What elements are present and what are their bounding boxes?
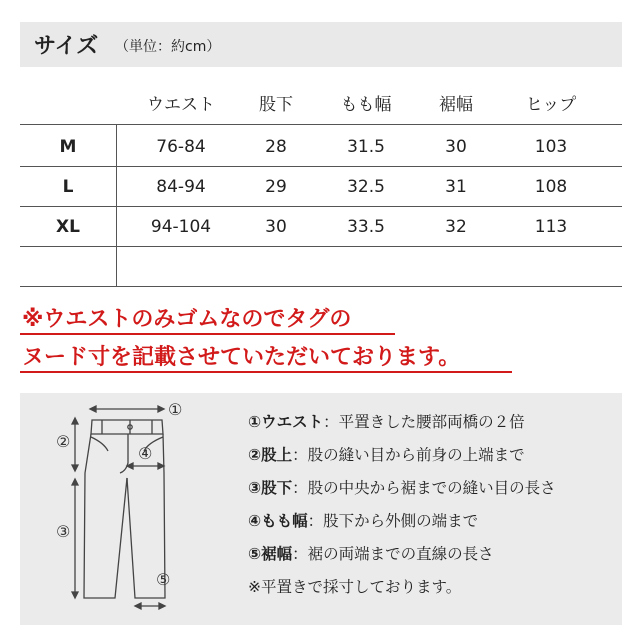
table-column-divider [116, 125, 117, 287]
column-header: もも幅 [340, 95, 392, 115]
pants-diagram [20, 393, 250, 625]
table-cell [416, 247, 496, 287]
table-cell [131, 247, 231, 287]
desc-inseam: ③股下：股の中央から裾までの縫い目の長さ [248, 479, 556, 497]
table-cell: 94-104 [150, 217, 212, 237]
note-line-2: ヌード寸を記載させていただいております。 [22, 345, 461, 370]
table-row [20, 167, 622, 207]
table-cell: 30 [445, 137, 467, 157]
desc-rise: ②股上：股の縫い目から前身の上端まで [248, 446, 525, 464]
marker-2: ② [56, 432, 71, 451]
unit-label: （単位：約cm） [115, 39, 221, 55]
table-cell: 103 [534, 137, 568, 157]
row-divider [20, 124, 622, 125]
table-row [20, 127, 622, 167]
size-label [20, 247, 116, 287]
size-label: M [59, 137, 77, 157]
note-underline-2 [20, 371, 512, 373]
desc-waist: ①ウエスト：平置きした腰部両橋の２倍 [248, 413, 525, 431]
table-cell: 33.5 [347, 217, 385, 237]
table-cell: 31.5 [347, 137, 385, 157]
note-line-1: ※ウエストのみゴムなのでタグの [22, 307, 352, 332]
table-cell: 113 [534, 217, 568, 237]
size-label: XL [56, 217, 80, 237]
table-cell: 76-84 [156, 137, 206, 157]
desc-thigh: ④もも幅：股下から外側の端まで [248, 512, 479, 530]
footnote: ※平置きで採寸しております。 [248, 578, 462, 596]
table-row-empty [20, 247, 622, 287]
table-header-row [20, 85, 622, 125]
row-divider [20, 286, 622, 287]
table-cell: 30 [265, 217, 287, 237]
size-title-bar [20, 22, 622, 67]
marker-4: ④ [138, 444, 153, 463]
table-cell: 108 [534, 177, 568, 197]
table-cell [236, 247, 316, 287]
table-cell: 32 [445, 217, 467, 237]
column-header: ウエスト [147, 95, 215, 115]
page-title: サイズ [34, 34, 99, 59]
column-header: 股下 [259, 95, 293, 115]
table-row [20, 207, 622, 247]
table-cell [496, 247, 606, 287]
column-header: 裾幅 [439, 95, 473, 115]
table-cell: 84-94 [156, 177, 206, 197]
table-cell: 29 [265, 177, 287, 197]
note-underline-1 [20, 333, 395, 335]
marker-5: ⑤ [156, 570, 171, 589]
marker-1: ① [168, 400, 183, 419]
table-cell [316, 247, 416, 287]
table-cell: 28 [265, 137, 287, 157]
size-label: L [62, 177, 74, 197]
table-cell: 32.5 [347, 177, 385, 197]
desc-hem: ⑤裾幅：裾の両端までの直線の長さ [248, 545, 494, 563]
marker-3: ③ [56, 522, 71, 541]
measurement-guide [20, 393, 622, 625]
column-header: ヒップ [525, 95, 577, 115]
table-cell: 31 [445, 177, 467, 197]
